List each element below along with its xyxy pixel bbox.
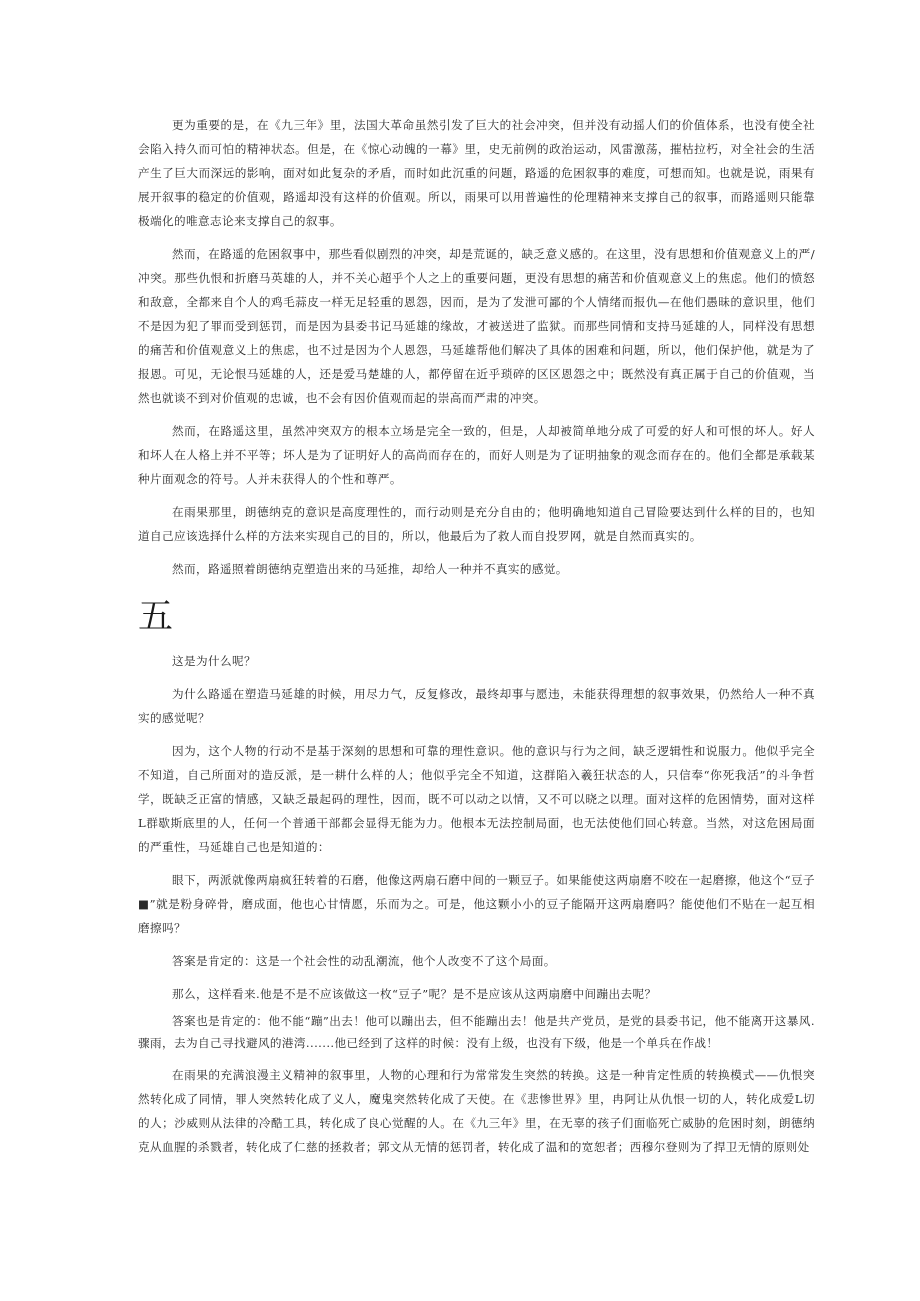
quote-paragraph-4: 答案也是肯定的：他不能“蹦”出去！他可以蹦出去，但不能蹦出去！他是共产党员，是党的县委书记，他不能离开这暴风.骤雨，去为自己寻找避风的港湾.......他已经到了这样的时候：没有上级，也没有下级，他是一个单兵在作战！ <box>138 1014 815 1050</box>
paragraph-3: 然而，在路遥这里，虽然冲突双方的根本立场是完全一致的，但是，人却被简单地分成了可爱的好人和可恨的坏人。好人和坏人在人格上并不平等；坏人是为了证明好人的高尚而存在的，而好人则是为了证明抽象的观念而存在的。他们全都是承载某种片面观念的符号。人并未获得人的个性和尊严。 <box>138 424 815 486</box>
paragraph-7: 为什么路遥在塑造马延雄的时候，用尽力气，反复修改，最终却事与愿违，未能获得理想的叙事效果，仍然给人一种不真实的感觉呢？ <box>138 687 815 725</box>
section-heading: 五 <box>138 597 174 637</box>
quote-paragraph-2: 答案是肯定的：这是一个社会性的动乱潮流，他个人改变不了这个局面。 <box>172 954 556 968</box>
paragraph-4: 在雨果那里，朗德纳克的意识是高度理性的，而行动则是充分自由的；他明确地知道自己冒险要达到什么样的目的，也知道自己应该选择什么样的方法来实现自己的目的，所以，他最后为了救人而自投罗网，就是自然而真实的。 <box>138 505 815 543</box>
paragraph-9: 在雨果的充满浪漫主义精神的叙事里，人物的心理和行为常常发生突然的转换。这是一种肯定性质的转换模式——仇恨突然转化成了同情，罪人突然转化成了义人，魔鬼突然转化成了天使。在《悲惨世界》里，冉阿让从仇恨一切的人，转化成爱L切的人；沙威则从法律的冷酷工具，转化成了良心觉醒的人。在《九三年》里，在无辜的孩子们面临死亡威胁的危困时刻，朗德纳克从血腥的杀戮者，转化成了仁慈的拯救者；郭文从无情的惩罚者，转化成了温和的宽恕者；西穆尔登则为了捍卫无情的原则处 <box>138 1068 815 1154</box>
paragraph-6: 这是为什么呢？ <box>172 654 256 668</box>
paragraph-8: 因为，这个人物的行动不是基于深刻的思想和可靠的理性意识。他的意识与行为之间，缺乏逻辑性和说服力。他似乎完全不知道，自己所面对的造反派，是一耕什么样的人；他似乎完全不知道，这群陷入羲狂状态的人，只信奉“你死我活”的斗争哲学，既缺乏正富的情感，又缺乏最起码的理性，因而，既不可以动之以情，又不可以晓之以理。面对这样的危困情势，面对这样L群歇斯底里的人，任何一个普通干部都会显得无能为力。他根本无法控制局面，也无法使他们回心转意。当然，对这危困局面的严重性，马延雄自己也是知道的： <box>138 744 815 854</box>
paragraph-2: 然而，在路遥的危困叙事中，那些看似剧烈的冲突，却是荒诞的，缺乏意义感的。在这里，没有思想和价值观意义上的严/冲突。那些仇恨和折磨马英雄的人，并不关心超乎个人之上的重要问题，更没有思想的痛苦和价值观意义上的焦虑。他们的愤怒和敌意，全都来自个人的鸡毛蒜皮一样无足轻重的恩怨，因而，是为了发泄可鄙的个人情绪而报仇—在他们愚昧的意识里，他们不是因为犯了罪而受到惩罚，而是因为县委书记马延雄的缘故，才被送进了监狱。而那些同情和支持马延雄的人，同样没有思想的痛苦和价值观意义上的焦虑，也不过是因为个人恩怨，马延雄帮他们解决了具体的困难和问题，所以，他们保护他，就是为了报恩。可见，无论恨马延雄的人，还是爱马楚雄的人，都停留在近乎琐碎的区区恩怨之中；既然没有真正属于自己的价值观，当然也就谈不到对价值观的忠诚，也不会有因价值观而起的崇高而严肃的冲突。 <box>138 247 815 405</box>
paragraph-1: 更为重要的是，在《九三年》里，法国大革命虽然引发了巨大的社会冲突，但并没有动摇人们的价值体系，也没有使全社会陷入持久而可怕的精神状态。但是，在《惊心动魄的一幕》里，史无前例的政治运动，风雷激荡，摧枯拉朽，对全社会的生活产生了巨大而深远的影响，面对如此复杂的矛盾，而时如此沉重的问题，路遥的危困叙事的难度，可想而知。也就是说，雨果有展开叙事的稳定的价值观，路遥却没有这样的价值观。所以，雨果可以用普遍性的伦理精神来支撑自己的叙事，而路遥则只能靠极端化的唯意志论来支撑自己的叙事。 <box>138 118 815 228</box>
quote-paragraph-3: 那么，这样看来.他是不是不应该做这一枚“豆子”呢？是不是应该从这两扇磨中间蹦出去呢？ <box>172 987 657 1001</box>
quote-paragraph-1: 眼下，两派就像两扇疯狂转着的石磨，他像这两扇石磨中间的一颗豆子。如果能使这两扇磨不咬在一起磨擦，他这个“豆子■”就是粉身碎骨，磨成面，他也心甘情愿，乐而为之。可是，他这颗小小的豆子能隔开这两扇磨吗？能使他们不贴在一起互相磨擦吗？ <box>138 873 815 935</box>
paragraph-5: 然而，路遥照着朗德纳克塑造出来的马延推，却给人一种并不真实的感觉。 <box>172 562 568 576</box>
